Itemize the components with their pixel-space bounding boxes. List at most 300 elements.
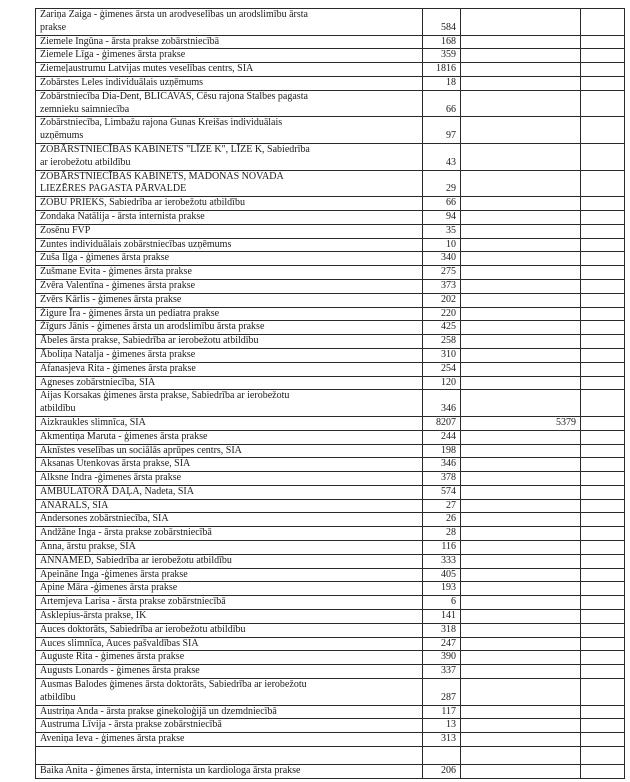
value1-cell: 29	[422, 171, 460, 197]
practice-name-cell	[36, 144, 422, 170]
practice-name-line: Baika Anita - ģimenes ārsta, internista un kardiologa ārsta prakse	[40, 765, 301, 777]
table-row	[36, 116, 624, 143]
practice-name-line: Artemjeva Larisa - ārsta prakse zobārstniecībā	[40, 596, 226, 608]
value3-cell	[580, 390, 624, 416]
value3-cell	[580, 171, 624, 197]
practice-name-cell	[36, 513, 422, 526]
value3-cell	[580, 665, 624, 678]
value3-cell	[580, 679, 624, 705]
value1-cell: 275	[422, 266, 460, 279]
value1-cell: 13	[422, 719, 460, 732]
practice-name-line: Asklepius-ārsta prakse, IK	[40, 610, 147, 622]
practice-name-cell	[36, 211, 422, 224]
practice-name-cell	[36, 308, 422, 321]
value2-cell	[460, 321, 580, 334]
practice-name-line: Zvēra Valentīna - ģimenes ārsta prakse	[40, 279, 196, 291]
practice-name-cell	[36, 458, 422, 471]
practice-name-line: prakse	[40, 21, 67, 33]
practice-name-line: Ziemele Līga - ģimenes ārsta prakse	[40, 49, 186, 61]
value3-cell	[580, 36, 624, 49]
practice-name-line: ZOBĀRSTNIECĪBAS KABINETS "LĪZE K", LĪZE K, Sabiedrība	[40, 143, 310, 155]
practice-name-line: Aijas Korsakas ģimenes ārsta prakse, Sabiedrība ar ierobežotu	[40, 390, 290, 402]
value1-cell: 337	[422, 665, 460, 678]
value1-cell: 378	[422, 472, 460, 485]
table-row	[36, 210, 624, 224]
value3-cell	[580, 458, 624, 471]
value1-cell: 35	[422, 225, 460, 238]
table-row	[36, 320, 624, 334]
practice-name-line: ar ierobežotu atbildību	[40, 156, 131, 168]
value3-cell	[580, 747, 624, 764]
value3-cell	[580, 431, 624, 444]
table-row	[36, 678, 624, 705]
practice-name-cell	[36, 582, 422, 595]
practice-name-line: Ziemele Ingūna - ārsta prakse zobārstniecībā	[40, 35, 220, 47]
value3-cell	[580, 144, 624, 170]
practice-name-line: Alksne Indra -ģimenes ārsta prakse	[40, 472, 182, 484]
practice-name-line: Zuntes individuālais zobārstniecības uzņēmums	[40, 238, 232, 250]
value2-cell	[460, 225, 580, 238]
value3-cell	[580, 472, 624, 485]
value1-cell: 120	[422, 377, 460, 390]
value1-cell: 8207	[422, 417, 460, 430]
value2-cell	[460, 294, 580, 307]
value2-cell	[460, 239, 580, 252]
practice-name-cell	[36, 225, 422, 238]
value2-cell	[460, 335, 580, 348]
value2-cell	[460, 91, 580, 117]
practice-name-line: Aknīstes veselības un sociālās aprūpes centrs, SIA	[40, 444, 242, 456]
table-row	[36, 143, 624, 170]
table-row	[36, 471, 624, 485]
value1-cell: 254	[422, 363, 460, 376]
table-row	[36, 376, 624, 390]
practice-name-line: Āboliņa Natalja - ģimenes ārsta prakse	[40, 348, 196, 360]
value2-cell	[460, 569, 580, 582]
value3-cell	[580, 582, 624, 595]
value2-cell	[460, 252, 580, 265]
table-row	[36, 48, 624, 62]
practice-name-line: ANNAMED, Sabiedrība ar ierobežotu atbildību	[40, 554, 232, 566]
practice-name-cell	[36, 117, 422, 143]
practice-name-cell	[36, 171, 422, 197]
table-row	[36, 705, 624, 719]
value1-cell	[422, 747, 460, 764]
value1-cell: 94	[422, 211, 460, 224]
table-row	[36, 389, 624, 416]
table-row	[36, 224, 624, 238]
value1-cell: 318	[422, 624, 460, 637]
practice-name-line: Zušmane Evita - ģimenes ārsta prakse	[40, 266, 192, 278]
practice-name-line: atbildību	[40, 403, 76, 415]
practice-name-line: LIEZĒRES PAGASTA PĀRVALDE	[40, 183, 187, 195]
value2-cell	[460, 349, 580, 362]
value2-cell	[460, 747, 580, 764]
value2-cell	[460, 266, 580, 279]
value1-cell: 141	[422, 610, 460, 623]
practice-name-line: AMBULATORĀ DAĻA, Nadeta, SIA	[40, 485, 194, 497]
value1-cell: 1816	[422, 63, 460, 76]
value2-cell	[460, 77, 580, 90]
practice-name-cell	[36, 252, 422, 265]
table-row	[36, 265, 624, 279]
practice-name-line: Auces slimnīca, Auces pašvaldības SIA	[40, 637, 199, 649]
value3-cell	[580, 91, 624, 117]
table-row	[36, 170, 624, 197]
practice-name-line: Zondaka Natālija - ārsta internista prakse	[40, 210, 205, 222]
practice-name-cell	[36, 294, 422, 307]
table-row	[36, 650, 624, 664]
value2-cell	[460, 377, 580, 390]
value1-cell: 425	[422, 321, 460, 334]
table-row	[36, 196, 624, 210]
practice-name-cell	[36, 733, 422, 746]
practice-name-cell	[36, 472, 422, 485]
practice-name-cell	[36, 363, 422, 376]
practice-name-cell	[36, 91, 422, 117]
practice-name-cell	[36, 321, 422, 334]
value1-cell: 346	[422, 390, 460, 416]
value2-cell	[460, 513, 580, 526]
value1-cell: 340	[422, 252, 460, 265]
practice-name-line: zemnieku saimniecība	[40, 103, 130, 115]
table-row	[36, 416, 624, 430]
value2-cell	[460, 211, 580, 224]
table-row	[36, 334, 624, 348]
practice-name-cell	[36, 706, 422, 719]
value1-cell: 574	[422, 486, 460, 499]
practice-name-line: Zobārstes Leles individuālais uzņēmums	[40, 76, 204, 88]
table-row	[36, 764, 624, 778]
value2-cell	[460, 733, 580, 746]
table-row	[36, 485, 624, 499]
practice-name-line: Aizkraukles slimnīca, SIA	[40, 416, 146, 428]
value3-cell	[580, 486, 624, 499]
value1-cell: 97	[422, 117, 460, 143]
value2-cell	[460, 171, 580, 197]
practice-name-line: Žigure Īra - ģimenes ārsta un pediatra prakse	[40, 307, 220, 319]
value2-cell	[460, 624, 580, 637]
table-row	[36, 348, 624, 362]
table-row	[36, 595, 624, 609]
practice-name-line: Austruma Līvija - ārsta prakse zobārstniecībā	[40, 719, 222, 731]
practice-name-line: Zvērs Kārlis - ģimenes ārsta prakse	[40, 293, 182, 305]
table-row	[36, 732, 624, 746]
practice-name-cell	[36, 266, 422, 279]
practice-name-line: Zobārstniecība Dia-Dent, BLICAVAS, Cēsu rajona Stalbes pagasta	[40, 90, 308, 102]
practice-name-cell	[36, 527, 422, 540]
table-row	[36, 581, 624, 595]
value1-cell: 27	[422, 500, 460, 513]
value3-cell	[580, 624, 624, 637]
value3-cell	[580, 349, 624, 362]
practice-name-cell	[36, 335, 422, 348]
table-spacer-row	[36, 746, 624, 764]
table-row	[36, 307, 624, 321]
practice-name-cell	[36, 569, 422, 582]
value2-cell	[460, 706, 580, 719]
practice-name-line: Ābeles ārsta prakse, Sabiedrība ar ierobežotu atbildību	[40, 335, 259, 347]
value2-cell	[460, 765, 580, 778]
value3-cell	[580, 541, 624, 554]
value1-cell: 6	[422, 596, 460, 609]
practice-name-cell	[36, 486, 422, 499]
value2-cell	[460, 390, 580, 416]
practice-name-line: Agneses zobārstniecība, SIA	[40, 376, 156, 388]
practice-name-cell	[36, 596, 422, 609]
table-row	[36, 637, 624, 651]
table-row	[36, 251, 624, 265]
table-row	[36, 512, 624, 526]
table-row	[36, 609, 624, 623]
value1-cell: 373	[422, 280, 460, 293]
value2-cell	[460, 500, 580, 513]
value2-cell	[460, 458, 580, 471]
practice-name-line: Andžāne Inga - ārsta prakse zobārstniecībā	[40, 527, 212, 539]
practice-name-line: ANARALS, SIA	[40, 499, 109, 511]
practice-name-line: Aksanas Utenkovas ārsta prakse, SIA	[40, 458, 191, 470]
value3-cell	[580, 596, 624, 609]
practice-name-line: Afanasjeva Rita - ģimenes ārsta prakse	[40, 362, 196, 374]
value1-cell: 10	[422, 239, 460, 252]
practice-name-line: Augusts Lonards - ģimenes ārsta prakse	[40, 665, 200, 677]
table-row	[36, 444, 624, 458]
value2-cell	[460, 665, 580, 678]
table-row	[36, 499, 624, 513]
value1-cell: 168	[422, 36, 460, 49]
practice-name-cell	[36, 390, 422, 416]
value2-cell	[460, 36, 580, 49]
practice-name-line: Ziemeļaustrumu Latvijas mutes veselības centrs, SIA	[40, 63, 254, 75]
value3-cell	[580, 252, 624, 265]
practice-name-cell	[36, 197, 422, 210]
practice-name-cell	[36, 280, 422, 293]
value1-cell: 247	[422, 638, 460, 651]
practice-name-cell	[36, 377, 422, 390]
value3-cell	[580, 197, 624, 210]
practice-name-cell	[36, 63, 422, 76]
value3-cell	[580, 569, 624, 582]
value2-cell	[460, 555, 580, 568]
practice-name-cell	[36, 765, 422, 778]
table-row	[36, 664, 624, 678]
table-row	[36, 293, 624, 307]
value1-cell: 359	[422, 49, 460, 62]
value3-cell	[580, 417, 624, 430]
value1-cell: 258	[422, 335, 460, 348]
practice-name-cell	[36, 610, 422, 623]
value2-cell	[460, 431, 580, 444]
value2-cell	[460, 679, 580, 705]
value1-cell: 584	[422, 9, 460, 35]
value3-cell	[580, 9, 624, 35]
value1-cell: 390	[422, 651, 460, 664]
table-row	[36, 62, 624, 76]
practice-name-cell	[36, 624, 422, 637]
practice-name-cell	[36, 9, 422, 35]
value3-cell	[580, 651, 624, 664]
practice-name-line: Zariņa Zaiga - ģimenes ārsta un arodveselības un arodslimību ārsta	[40, 9, 308, 20]
practice-name-line: Auguste Rita - ģimenes ārsta prakse	[40, 651, 185, 663]
practice-name-cell	[36, 77, 422, 90]
value3-cell	[580, 239, 624, 252]
value2-cell	[460, 651, 580, 664]
value3-cell	[580, 765, 624, 778]
registry-table	[35, 8, 625, 779]
table-row	[36, 457, 624, 471]
value2-cell	[460, 308, 580, 321]
value2-cell	[460, 610, 580, 623]
value3-cell	[580, 294, 624, 307]
practice-name-line: ZOBU PRIEKS, Sabiedrība ar ierobežotu atbildību	[40, 197, 245, 209]
practice-name-line: Ausmas Balodes ģimenes ārsta doktorāts, Sabiedrība ar ierobežotu	[40, 679, 307, 691]
value2-cell	[460, 445, 580, 458]
table-row	[36, 90, 624, 117]
value2-cell	[460, 117, 580, 143]
practice-name-cell	[36, 651, 422, 664]
practice-name-cell	[36, 541, 422, 554]
value2-cell	[460, 472, 580, 485]
value2-cell	[460, 49, 580, 62]
practice-name-line: Zobārstniecība, Limbažu rajona Gunas Kreišas individuālais	[40, 117, 283, 129]
value3-cell	[580, 225, 624, 238]
practice-name-line: atbildību	[40, 691, 76, 703]
practice-name-cell	[36, 417, 422, 430]
table-row	[36, 35, 624, 49]
table-row	[36, 362, 624, 376]
practice-name-cell	[36, 555, 422, 568]
table-row	[36, 76, 624, 90]
table-row	[36, 526, 624, 540]
value3-cell	[580, 527, 624, 540]
practice-name-line: Aveniņa Ieva - ģimenes ārsta prakse	[40, 733, 185, 745]
table-row	[36, 430, 624, 444]
value2-cell	[460, 638, 580, 651]
practice-name-line: Zosēnu FVP	[40, 224, 91, 236]
value3-cell	[580, 377, 624, 390]
practice-name-line: Apeināne Inga -ģimenes ārsta prakse	[40, 568, 188, 580]
value1-cell: 18	[422, 77, 460, 90]
practice-name-line: Andersones zobārstniecība, SIA	[40, 513, 169, 525]
practice-name-cell	[36, 719, 422, 732]
value2-cell	[460, 280, 580, 293]
value2-cell	[460, 363, 580, 376]
value2-cell	[460, 9, 580, 35]
value2-cell	[460, 582, 580, 595]
value1-cell: 287	[422, 679, 460, 705]
value3-cell	[580, 266, 624, 279]
practice-name-cell	[36, 239, 422, 252]
value1-cell: 198	[422, 445, 460, 458]
value3-cell	[580, 500, 624, 513]
value1-cell: 202	[422, 294, 460, 307]
table-row	[36, 568, 624, 582]
practice-name-cell	[36, 665, 422, 678]
value3-cell	[580, 706, 624, 719]
value1-cell: 116	[422, 541, 460, 554]
value2-cell	[460, 541, 580, 554]
value1-cell: 313	[422, 733, 460, 746]
practice-name-line: Apine Māra -ģimenes ārsta prakse	[40, 582, 178, 594]
value3-cell	[580, 513, 624, 526]
practice-name-cell	[36, 431, 422, 444]
practice-name-cell	[36, 49, 422, 62]
value1-cell: 333	[422, 555, 460, 568]
value1-cell: 28	[422, 527, 460, 540]
table-row	[36, 9, 624, 35]
table-row	[36, 554, 624, 568]
practice-name-line: Auces doktorāts, Sabiedrība ar ierobežotu atbildību	[40, 623, 246, 635]
value2-cell	[460, 197, 580, 210]
practice-name-cell	[36, 36, 422, 49]
value2-cell	[460, 527, 580, 540]
value1-cell: 117	[422, 706, 460, 719]
value1-cell: 310	[422, 349, 460, 362]
value3-cell	[580, 308, 624, 321]
value3-cell	[580, 77, 624, 90]
value1-cell: 193	[422, 582, 460, 595]
practice-name-line: Anna, ārstu prakse, SIA	[40, 541, 136, 553]
value3-cell	[580, 211, 624, 224]
practice-name-line: uzņēmums	[40, 130, 84, 142]
value2-cell	[460, 596, 580, 609]
practice-name-cell	[36, 638, 422, 651]
value1-cell: 66	[422, 91, 460, 117]
value3-cell	[580, 719, 624, 732]
table-row	[36, 718, 624, 732]
practice-name-line: Austriņa Anda - ārsta prakse ginekoloģijā un dzemdniecībā	[40, 705, 277, 717]
table-row	[36, 540, 624, 554]
value3-cell	[580, 733, 624, 746]
value3-cell	[580, 445, 624, 458]
value2-cell	[460, 719, 580, 732]
value2-cell: 5379	[460, 417, 580, 430]
value1-cell: 66	[422, 197, 460, 210]
practice-name-cell	[36, 445, 422, 458]
table-row	[36, 623, 624, 637]
value3-cell	[580, 117, 624, 143]
practice-name-line: Akmentiņa Maruta - ģimenes ārsta prakse	[40, 430, 208, 442]
value1-cell: 220	[422, 308, 460, 321]
practice-name-cell	[36, 747, 422, 764]
value3-cell	[580, 335, 624, 348]
value1-cell: 26	[422, 513, 460, 526]
practice-name-cell	[36, 679, 422, 705]
value1-cell: 244	[422, 431, 460, 444]
value3-cell	[580, 638, 624, 651]
value3-cell	[580, 63, 624, 76]
table-row	[36, 279, 624, 293]
value1-cell: 206	[422, 765, 460, 778]
practice-name-cell	[36, 349, 422, 362]
practice-name-cell	[36, 500, 422, 513]
table-row	[36, 238, 624, 252]
value2-cell	[460, 63, 580, 76]
value1-cell: 43	[422, 144, 460, 170]
value2-cell	[460, 486, 580, 499]
value3-cell	[580, 280, 624, 293]
practice-name-line: ZOBĀRSTNIECĪBAS KABINETS, MADONAS NOVADA	[40, 170, 284, 182]
value3-cell	[580, 610, 624, 623]
value1-cell: 405	[422, 569, 460, 582]
value3-cell	[580, 49, 624, 62]
value2-cell	[460, 144, 580, 170]
practice-name-line: Žīgurs Jānis - ģimenes ārsta un arodslimību ārsta prakse	[40, 321, 265, 333]
practice-name-line: Zuša Ilga - ģimenes ārsta prakse	[40, 252, 170, 264]
value3-cell	[580, 363, 624, 376]
value3-cell	[580, 321, 624, 334]
value1-cell: 346	[422, 458, 460, 471]
